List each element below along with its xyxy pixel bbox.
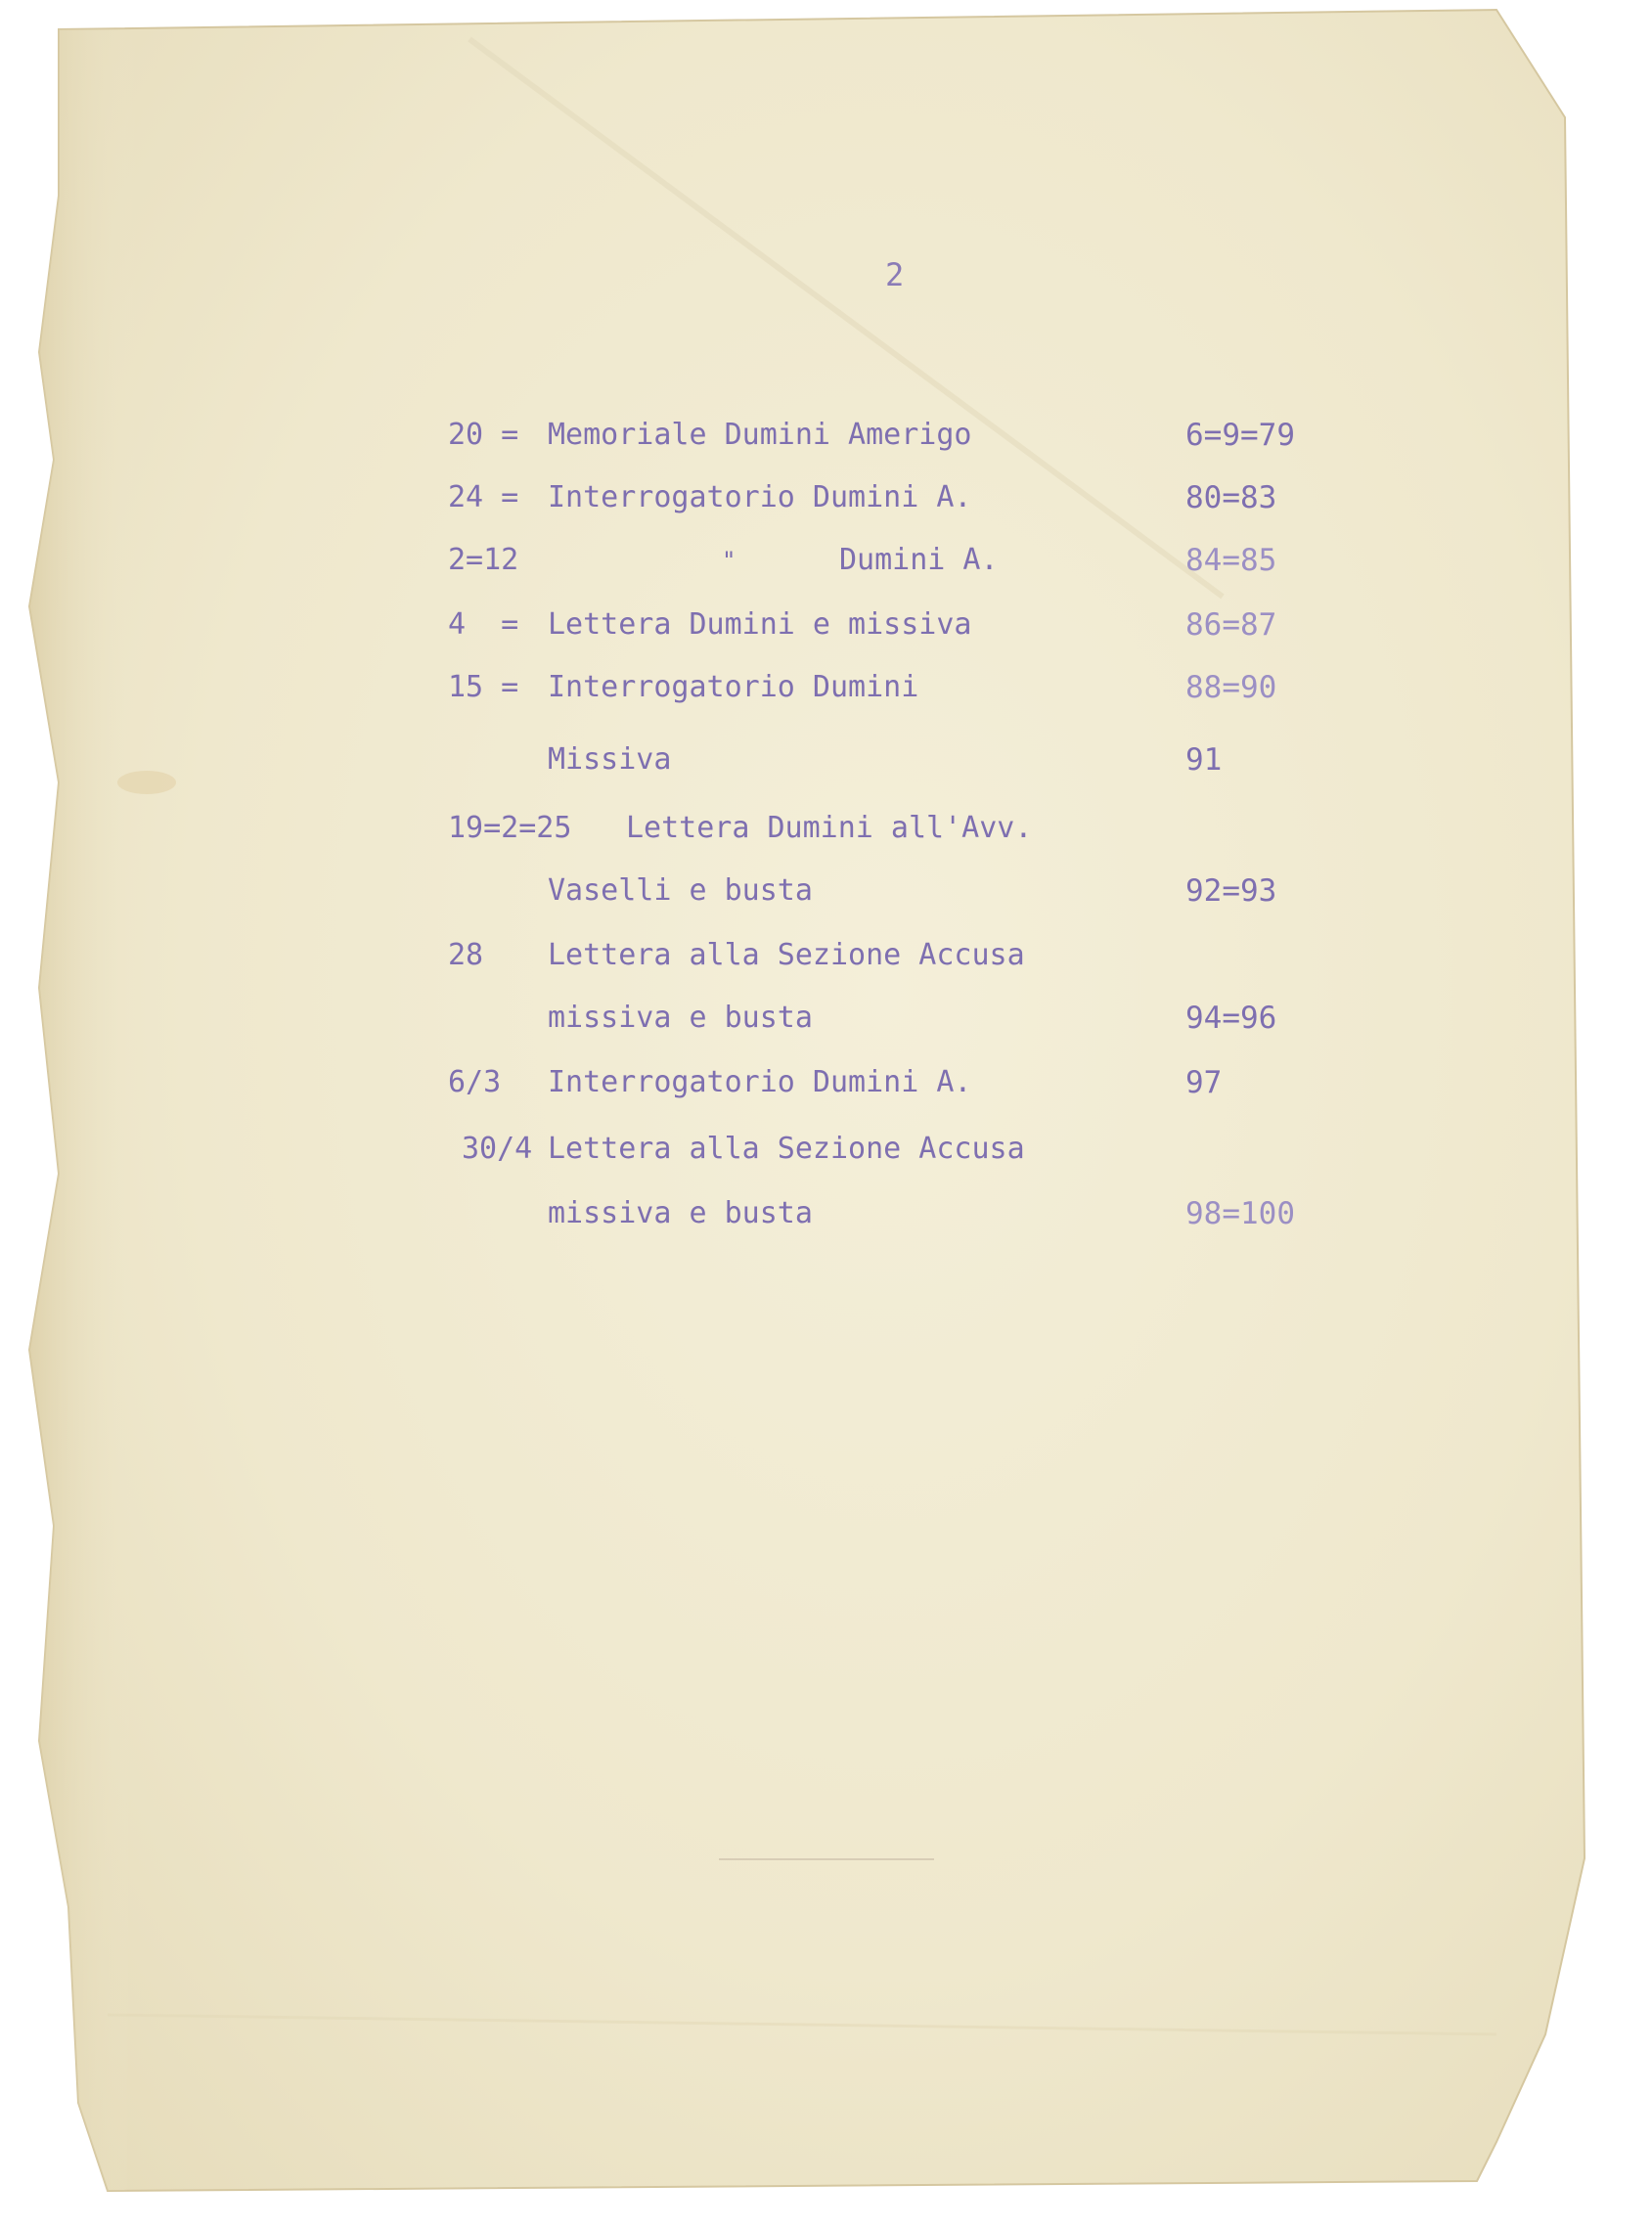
entry-description: Interrogatorio Dumini A. [548, 480, 972, 514]
list-item [0, 736, 1652, 784]
list-item [0, 1189, 1652, 1238]
entry-description: Interrogatorio Dumini A. [548, 1065, 972, 1099]
ditto-mark: " [722, 547, 737, 574]
page-number: 2 [885, 256, 906, 293]
list-item [0, 1125, 1652, 1174]
entry-date: 6/3 [448, 1065, 502, 1099]
entry-pages: 88=90 [1185, 670, 1277, 705]
entry-pages: 84=85 [1185, 543, 1277, 578]
entry-description: Lettera alla Sezione Accusa [548, 1132, 1025, 1166]
entry-description: Vaselli e busta [548, 873, 813, 908]
entry-pages: 98=100 [1185, 1196, 1295, 1231]
entry-pages: 6=9=79 [1185, 418, 1295, 453]
entry-date: 2=12 [448, 543, 519, 577]
list-item [0, 601, 1652, 649]
list-item [0, 1058, 1652, 1107]
entry-description: Missiva [548, 742, 672, 777]
entry-pages: 97 [1185, 1065, 1223, 1100]
entry-date: 15 = [448, 670, 519, 704]
list-item [0, 536, 1652, 585]
entry-date: 19=2=25 [448, 811, 572, 845]
entry-description: Lettera Dumini e missiva [548, 607, 972, 642]
entry-description: Lettera alla Sezione Accusa [548, 938, 1025, 972]
entry-pages: 91 [1185, 742, 1223, 778]
entry-date: 4 = [448, 607, 519, 642]
list-item [0, 473, 1652, 522]
faint-rule-line [719, 1858, 934, 1860]
list-item [0, 867, 1652, 915]
entry-date: 20 = [448, 418, 519, 452]
entry-description: Lettera Dumini all'Avv. [626, 811, 1033, 845]
entry-date: 30/4 [462, 1132, 533, 1166]
entry-date: 24 = [448, 480, 519, 514]
entry-pages: 92=93 [1185, 873, 1277, 909]
entry-pages: 80=83 [1185, 480, 1277, 515]
list-item [0, 411, 1652, 460]
entry-pages: 86=87 [1185, 607, 1277, 643]
list-item [0, 931, 1652, 980]
list-item [0, 663, 1652, 712]
entry-pages: 94=96 [1185, 1001, 1277, 1036]
entry-description: Memoriale Dumini Amerigo [548, 418, 972, 452]
list-item [0, 804, 1652, 853]
list-item [0, 994, 1652, 1043]
entry-description: missiva e busta [548, 1001, 813, 1035]
entry-description: Dumini A. [839, 543, 999, 577]
entry-date: 28 [448, 938, 484, 972]
entry-description: missiva e busta [548, 1196, 813, 1230]
entry-description: Interrogatorio Dumini [548, 670, 919, 704]
